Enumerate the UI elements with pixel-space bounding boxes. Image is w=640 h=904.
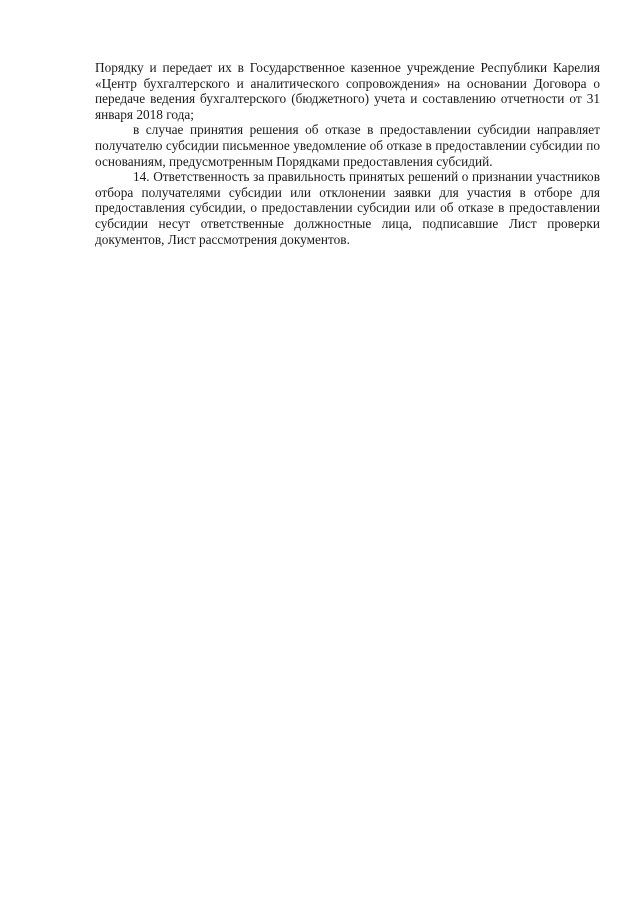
document-body — [95, 60, 600, 247]
paragraph-continuation: Порядку и передает их в Государственное казенное учреждение Республики Карелия «Центр бухгалтерского и аналитического сопровождения» на основании Договора о передаче ведения бухгалтерского (бюджетного) учета и составлению отчетности от 31 января 2018 года; — [95, 60, 600, 122]
paragraph-item-14-responsibility: 14. Ответственность за правильность принятых решений о признании участников отбора получателями субсидии или отклонении заявки для участия в отборе для предоставления субсидии, о предоставлении субсидии или об отказе в предоставлении субсидии несут ответственные должностные лица, подписавшие Лист проверки документов, Лист рассмотрения документов. — [95, 169, 600, 247]
paragraph-refusal-notice: в случае принятия решения об отказе в предоставлении субсидии направляет получателю субсидии письменное уведомление об отказе в предоставлении субсидии по основаниям, предусмотренным Порядками предоставления субсидий. — [95, 122, 600, 169]
